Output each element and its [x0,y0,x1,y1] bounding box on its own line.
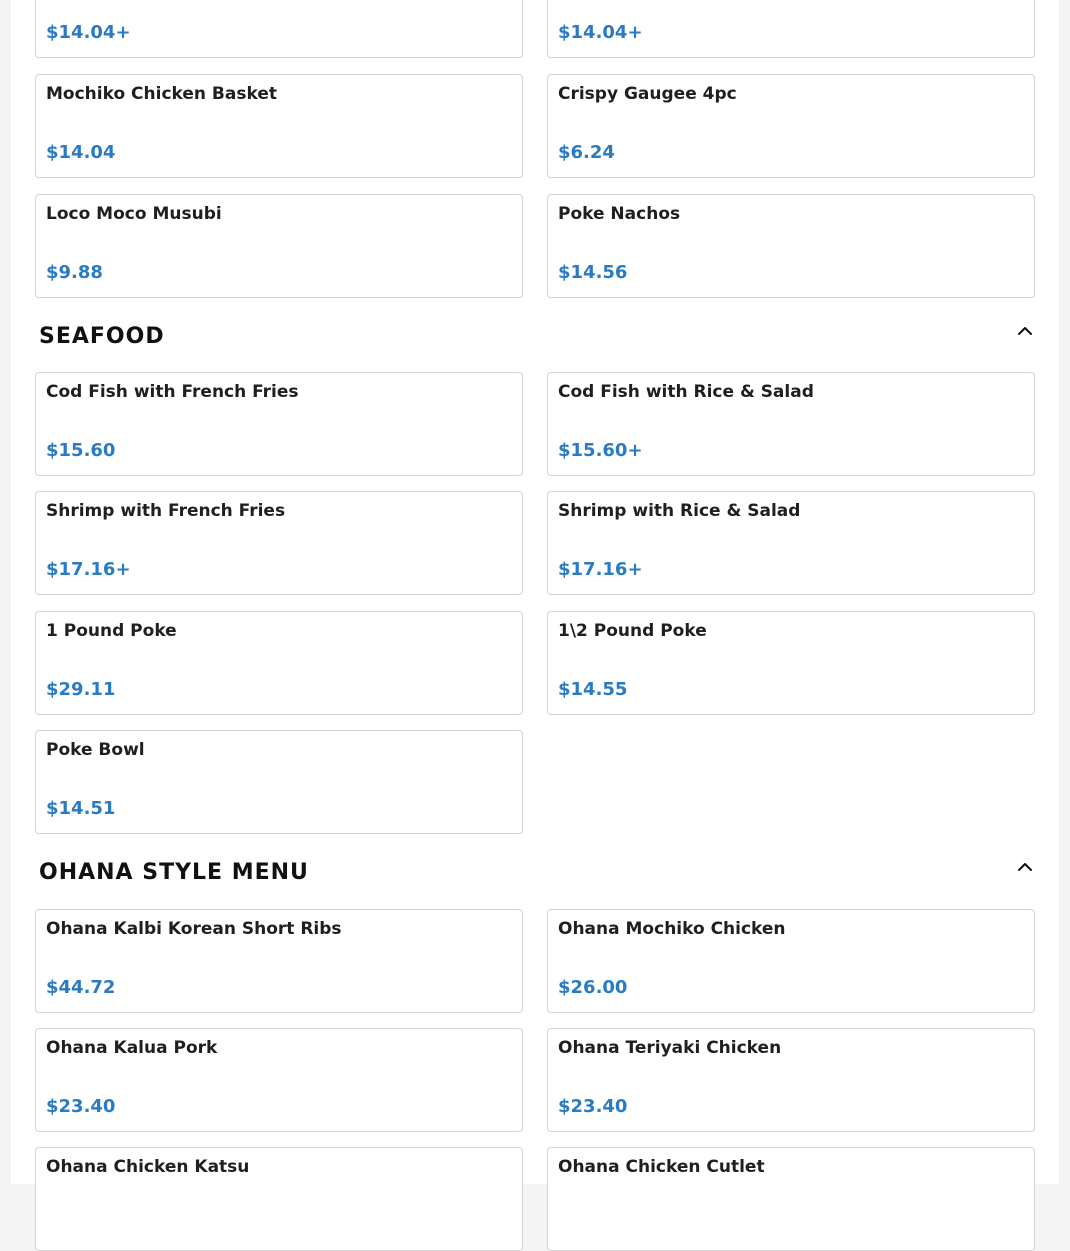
menu-item-card[interactable] [35,611,523,715]
menu-item-price: $23.40 [46,1096,116,1117]
menu-item-name: Poke Bowl [46,740,145,760]
menu-item-price: $15.60 [46,440,116,461]
menu-item-card[interactable] [35,0,523,58]
chevron-up-icon[interactable] [1017,325,1033,337]
menu-item-price: $14.04+ [558,22,643,43]
menu-item-price: $9.88 [46,262,103,283]
menu-item-name: Cod Fish with French Fries [46,382,299,402]
menu-item-card[interactable] [35,730,523,834]
section-title-seafood: SEAFOOD [39,324,165,349]
menu-item-name: Ohana Kalbi Korean Short Ribs [46,919,342,939]
menu-item-name: Poke Nachos [558,204,681,224]
menu-item-name: Shrimp with Rice & Salad [558,501,801,521]
menu-item-price: $14.04 [46,142,116,163]
menu-item-name: Mochiko Chicken Basket [46,84,277,104]
section-title-ohana-style-menu: OHANA STYLE MENU [39,860,309,885]
menu-item-price: $26.00 [558,977,628,998]
menu-item-name: Loco Moco Musubi [46,204,222,224]
menu-item-price: $14.04+ [46,22,131,43]
menu-item-card[interactable] [35,491,523,595]
menu-item-name: 1 Pound Poke [46,621,177,641]
menu-item-card[interactable] [547,611,1035,715]
menu-item-card[interactable] [547,0,1035,58]
menu-item-price: $14.55 [558,679,628,700]
menu-item-price: $17.16+ [558,559,643,580]
chevron-up-icon[interactable] [1017,861,1033,873]
menu-item-card[interactable] [547,194,1035,298]
menu-item-card[interactable] [547,74,1035,178]
menu-item-name: Ohana Teriyaki Chicken [558,1038,782,1058]
menu-item-price: $15.60+ [558,440,643,461]
menu-item-card[interactable] [35,372,523,476]
menu-item-price: $44.72 [46,977,116,998]
menu-page [11,0,1059,1184]
menu-item-name: Crispy Gaugee 4pc [558,84,737,104]
menu-item-card[interactable] [547,1028,1035,1132]
menu-item-price: $14.51 [46,798,116,819]
menu-item-card[interactable] [35,74,523,178]
menu-item-card[interactable] [35,909,523,1013]
menu-item-name: Cod Fish with Rice & Salad [558,382,814,402]
menu-item-name: Ohana Chicken Katsu [46,1157,250,1177]
menu-item-card[interactable] [35,1147,523,1251]
menu-item-price: $6.24 [558,142,615,163]
menu-item-card[interactable] [547,491,1035,595]
menu-item-name: Ohana Mochiko Chicken [558,919,786,939]
menu-item-card[interactable] [547,372,1035,476]
menu-item-name: Ohana Kalua Pork [46,1038,218,1058]
menu-item-card[interactable] [35,1028,523,1132]
menu-item-card[interactable] [35,194,523,298]
menu-item-name: Shrimp with French Fries [46,501,286,521]
menu-item-price: $14.56 [558,262,628,283]
menu-item-card[interactable] [547,909,1035,1013]
menu-item-price: $23.40 [558,1096,628,1117]
menu-item-name: Ohana Chicken Cutlet [558,1157,765,1177]
menu-item-price: $17.16+ [46,559,131,580]
menu-item-name: 1\2 Pound Poke [558,621,707,641]
menu-item-card[interactable] [547,1147,1035,1251]
menu-item-price: $29.11 [46,679,116,700]
